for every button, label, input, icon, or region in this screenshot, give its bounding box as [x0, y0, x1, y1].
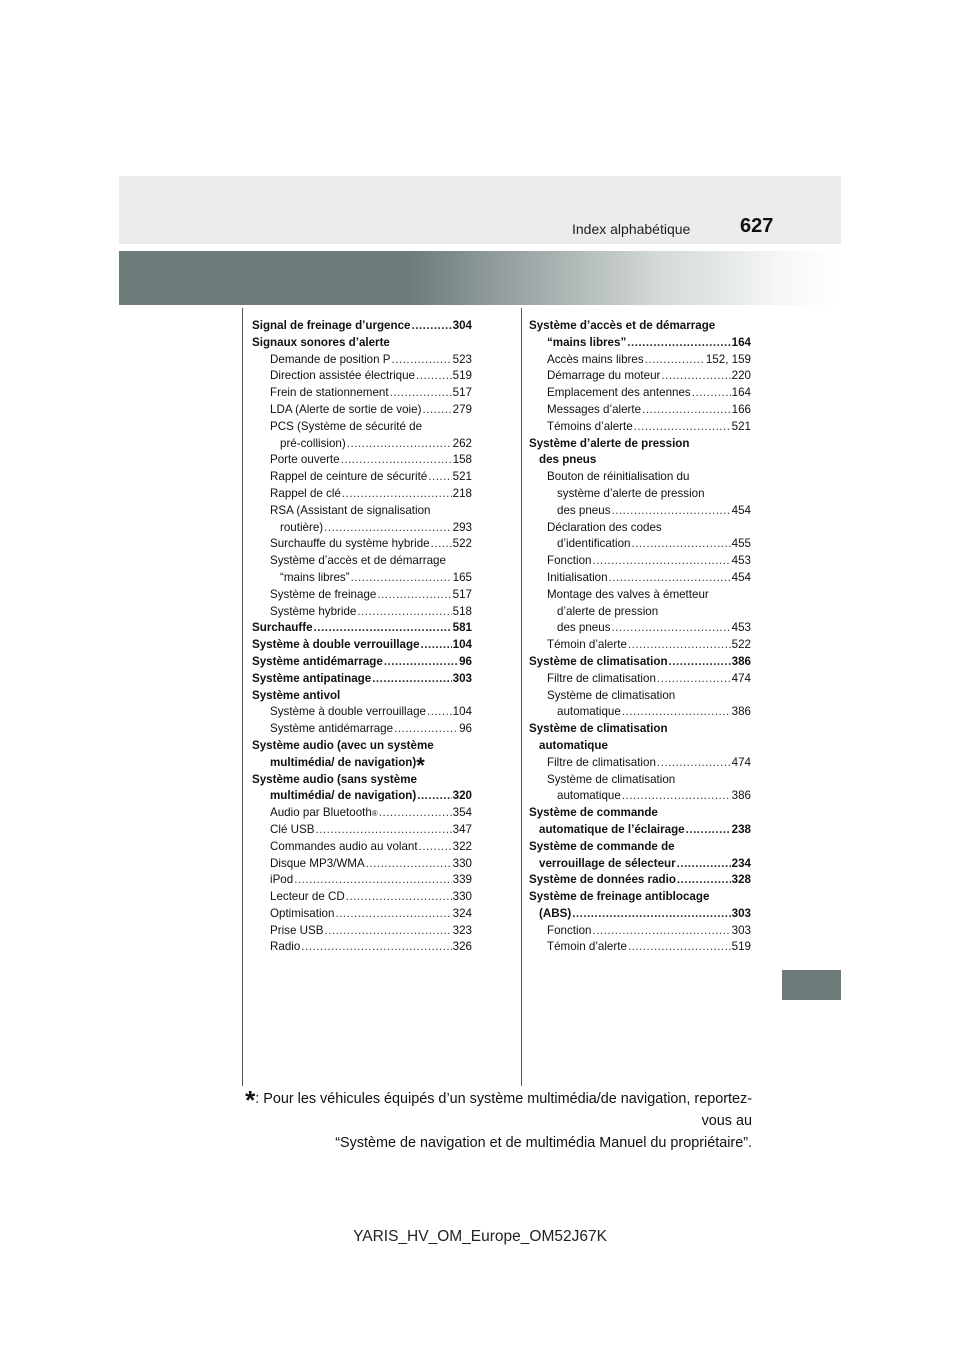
index-entry [252, 402, 472, 419]
dot-leader [428, 469, 451, 486]
index-column-right [529, 318, 751, 956]
index-entry-text: Système antivol [252, 688, 341, 702]
index-entry-text: d’alerte de pression [557, 604, 659, 618]
footnote-marker: * [245, 1085, 256, 1115]
column-divider-left [242, 308, 243, 1086]
index-entry-text: Accès mains libres [547, 352, 644, 366]
index-entry [252, 654, 472, 671]
index-entry [529, 402, 751, 419]
index-entry-page: 104 [452, 638, 472, 652]
dot-leader [324, 520, 451, 537]
index-entry-page: 386 [731, 654, 751, 668]
index-entry [252, 587, 472, 604]
dot-leader [612, 503, 731, 520]
index-entry-page: 521 [731, 419, 751, 433]
index-entry: Audio par Bluetooth ® ..... 354 [252, 805, 472, 822]
dot-leader [627, 335, 730, 352]
index-entry [252, 637, 472, 654]
index-entry [529, 889, 751, 906]
index-entry [529, 419, 751, 436]
page-number: 627 [740, 215, 774, 237]
index-entry-text: Signaux sonores d’alerte [252, 335, 390, 349]
index-entry [252, 352, 472, 369]
index-entry-text: Démarrage du moteur [547, 369, 661, 383]
index-entry [529, 352, 751, 369]
dot-leader [314, 620, 452, 637]
index-entry [252, 385, 472, 402]
dot-leader [592, 923, 730, 940]
dot-leader [379, 805, 452, 822]
index-entry-text: Direction assistée électrique [270, 369, 415, 383]
index-entry [252, 553, 472, 570]
dot-leader [609, 570, 731, 587]
index-entry [529, 452, 751, 469]
index-entry-text: Déclaration des codes [547, 520, 662, 534]
index-entry [529, 788, 751, 805]
index-entry [529, 469, 751, 486]
index-entry-text: Système de données radio [529, 873, 676, 887]
index-entry-text: Témoin d’alerte [547, 638, 627, 652]
index-entry [252, 939, 472, 956]
index-entry [252, 906, 472, 923]
index-entry-text: Montage des valves à émetteur [547, 587, 709, 601]
index-entry-text: Rappel de ceinture de sécurité [270, 470, 428, 484]
index-entry [529, 772, 751, 789]
index-entry-page: 521 [452, 470, 472, 484]
index-entry-page: 330 [452, 856, 472, 870]
index-entry [529, 587, 751, 604]
dot-leader [612, 620, 731, 637]
index-entry-text: Emplacement des antennes [547, 386, 691, 400]
dot-leader [657, 671, 731, 688]
index-entry [529, 856, 751, 873]
index-entry [529, 688, 751, 705]
index-entry [252, 520, 472, 537]
document-code: YARIS_HV_OM_Europe_OM52J67K [353, 1228, 607, 1245]
index-entry-page: 164 [731, 335, 751, 349]
index-entry-page: 522 [452, 537, 472, 551]
index-entry [252, 335, 472, 352]
index-entry-text: multimédia/ de navigation) [270, 755, 417, 769]
index-entry-page: 164 [731, 386, 751, 400]
index-entry [252, 536, 472, 553]
index-entry-text: Système à double verrouillage [270, 705, 426, 719]
index-entry-page: 474 [731, 755, 751, 769]
index-entry-page: 453 [731, 554, 751, 568]
index-entry-text: Fonction [547, 554, 592, 568]
dot-leader [412, 318, 452, 335]
dot-leader [692, 385, 731, 402]
index-entry-page: 152, 159 [705, 352, 751, 366]
dot-leader [417, 788, 451, 805]
dot-leader [419, 839, 452, 856]
index-entry-page: 324 [452, 906, 472, 920]
index-entry [529, 939, 751, 956]
index-entry [529, 385, 751, 402]
index-entry [252, 469, 472, 486]
dot-leader [324, 923, 451, 940]
dot-leader [315, 822, 451, 839]
index-entry-text: Clé USB [270, 822, 315, 836]
index-entry-page: 581 [452, 621, 472, 635]
index-entry-page: 304 [452, 319, 472, 332]
index-entry [252, 368, 472, 385]
dot-leader [669, 654, 731, 671]
index-entry-text: système d’alerte de pression [557, 486, 705, 500]
index-entry [252, 318, 472, 335]
dot-leader [686, 822, 731, 839]
dot-leader [634, 419, 731, 436]
index-entry-text: des pneus [539, 453, 597, 467]
index-entry [252, 856, 472, 873]
index-entry [529, 805, 751, 822]
index-entry-page: 453 [731, 621, 751, 635]
index-entry-text: verrouillage de sélecteur [539, 856, 676, 870]
index-entry-page: 158 [452, 453, 472, 467]
index-entry-page: 347 [452, 822, 472, 836]
index-entry-text: pré-collision) [280, 436, 346, 450]
index-entry [529, 486, 751, 503]
index-entry-page: 166 [731, 402, 751, 416]
index-entry [252, 772, 472, 789]
index-entry [252, 738, 472, 755]
footnote [228, 1083, 752, 1154]
index-entry [252, 671, 472, 688]
dot-leader [377, 587, 451, 604]
index-entry [252, 486, 472, 503]
dot-leader [622, 704, 731, 721]
index-entry [529, 822, 751, 839]
index-entry-text: Rappel de clé [270, 486, 341, 500]
index-entry-page: 522 [731, 638, 751, 652]
index-entry [529, 318, 751, 335]
index-entry-text: multimédia/ de navigation) [270, 789, 417, 803]
dot-leader [628, 939, 731, 956]
dot-leader [301, 939, 451, 956]
index-entry [529, 654, 751, 671]
chapter-tab [782, 970, 841, 1000]
index-entry-text: Filtre de climatisation [547, 671, 656, 685]
index-entry-text: automatique [557, 705, 621, 719]
index-entry-text: Système d’accès et de démarrage [270, 554, 446, 568]
index-entry [252, 419, 472, 436]
index-entry [252, 721, 472, 738]
index-entry-text: routière) [280, 520, 324, 534]
dot-leader [422, 402, 451, 419]
index-entry-text: Messages d’alerte [547, 402, 642, 416]
index-entry-page: 339 [452, 873, 472, 887]
index-entry-page: 326 [452, 940, 472, 954]
index-entry [252, 503, 472, 520]
index-entry [529, 604, 751, 621]
index-entry-page: 323 [452, 923, 472, 937]
index-entry-text: Système antidémarrage [270, 722, 394, 736]
index-entry [529, 704, 751, 721]
index-entry-text: iPod [270, 873, 294, 887]
index-column-left [252, 318, 472, 956]
index-entry [529, 637, 751, 654]
index-entry-text: Surchauffe du système hybride [270, 537, 430, 551]
index-entry-page: 523 [452, 352, 472, 366]
index-entry-text: Système de commande de [529, 839, 675, 853]
index-entry [252, 788, 472, 805]
index-entry [252, 704, 472, 721]
index-entry-text: Système de climatisation [547, 688, 676, 702]
column-divider-middle [521, 308, 522, 1086]
index-entry-text: Système à double verrouillage [252, 638, 420, 652]
index-entry-page: 234 [731, 856, 751, 870]
index-entry [529, 335, 751, 352]
dot-leader [341, 452, 452, 469]
index-entry-page: 218 [452, 486, 472, 500]
index-entry-text: Frein de stationnement [270, 386, 389, 400]
index-entry [529, 755, 751, 772]
index-entry-text: Commandes audio au volant [270, 839, 418, 853]
index-entry [529, 906, 751, 923]
index-entry-text: des pneus [557, 621, 611, 635]
dot-leader [642, 402, 731, 419]
index-entry-page: 303 [731, 923, 751, 937]
dot-leader [384, 654, 458, 671]
dot-leader [572, 906, 730, 923]
index-entry-text: LDA (Alerte de sortie de voie) [270, 402, 422, 416]
dot-leader [357, 604, 451, 621]
index-entry-page: 354 [452, 806, 472, 820]
index-entry-page: 320 [452, 789, 472, 803]
index-entry-page: 279 [452, 402, 472, 416]
index-entry-page: 518 [452, 604, 472, 618]
dot-leader [351, 570, 452, 587]
index-entry-text: Système d’accès et de démarrage [529, 319, 716, 332]
index-entry-text: des pneus [557, 503, 611, 517]
index-entry [252, 570, 472, 587]
index-entry-text: Système audio (sans système [252, 772, 417, 786]
index-entry-page: 454 [731, 570, 751, 584]
index-entry-text: “mains libres” [547, 335, 627, 349]
index-entry-page: 303 [731, 906, 751, 920]
index-entry-text: “mains libres” [280, 570, 350, 584]
index-entry [252, 872, 472, 889]
section-title: Index alphabétique [572, 221, 691, 237]
footnote-line-2: “Système de navigation et de multimédia Manuel du propriétaire”. [335, 1135, 752, 1151]
index-entry-page: 519 [731, 940, 751, 954]
index-entry-page: 96 [459, 654, 472, 668]
index-entry-text: Système de freinage [270, 587, 377, 601]
index-entry-text: Système de climatisation [529, 722, 668, 736]
footnote-line-1: *: Pour les véhicules équipés d’un système multimédia/de navigation, reportez-vous au [245, 1085, 752, 1129]
index-entry [529, 436, 751, 453]
dot-leader [346, 889, 452, 906]
index-entry-text: Signal de freinage d’urgence [252, 319, 411, 332]
index-entry-page: 517 [452, 587, 472, 601]
index-entry-text: Initialisation [547, 570, 608, 584]
index-entry [252, 923, 472, 940]
index-entry-page: 519 [452, 369, 472, 383]
dot-leader [392, 352, 452, 369]
index-entry-text: Système audio (avec un système [252, 738, 434, 752]
index-entry-text: Témoin d’alerte [547, 940, 627, 954]
dot-leader [622, 788, 731, 805]
dot-leader [335, 906, 451, 923]
index-entry [529, 620, 751, 637]
index-entry-page: 262 [452, 436, 472, 450]
index-entry-page: 330 [452, 890, 472, 904]
header-bar [119, 176, 841, 244]
dot-leader [677, 856, 731, 873]
index-entry [252, 889, 472, 906]
index-entry-text: RSA (Assistant de signalisation [270, 503, 431, 517]
index-entry [252, 604, 472, 621]
index-entry-text: automatique de l’éclairage [539, 822, 685, 836]
index-entry-page: 293 [452, 520, 472, 534]
index-entry-page: 165 [452, 570, 472, 584]
index-entry-page: 104 [452, 705, 472, 719]
index-entry [252, 436, 472, 453]
dot-leader [431, 536, 452, 553]
index-entry-page: 455 [731, 537, 751, 551]
index-entry-text: (ABS) [539, 906, 572, 920]
index-entry-text: automatique [539, 738, 608, 752]
index-entry-page: 386 [731, 789, 751, 803]
index-entry-text: Lecteur de CD [270, 890, 345, 904]
dot-leader [645, 352, 705, 369]
index-entry-page: 328 [731, 873, 751, 887]
index-entry [529, 368, 751, 385]
index-entry-page: 322 [452, 839, 472, 853]
dot-leader [628, 637, 731, 654]
index-entry [529, 872, 751, 889]
index-entry-text: Système hybride [270, 604, 357, 618]
index-entry-page: 517 [452, 386, 472, 400]
index-entry-page: 454 [731, 503, 751, 517]
index-entry [529, 520, 751, 537]
dot-leader [677, 872, 731, 889]
dot-leader [342, 486, 452, 503]
index-entry [529, 503, 751, 520]
index-entry-page: 96 [459, 722, 472, 736]
index-entry [252, 688, 472, 705]
index-entry-page: 386 [731, 705, 751, 719]
index-entry [252, 839, 472, 856]
index-entry [529, 671, 751, 688]
index-entry-text: Audio par Bluetooth [270, 806, 372, 820]
index-entry [529, 721, 751, 738]
index-entry-text: automatique [557, 789, 621, 803]
dot-leader [294, 872, 451, 889]
dot-leader [631, 536, 730, 553]
dot-leader [390, 385, 452, 402]
index-entry-text: PCS (Système de sécurité de [270, 419, 423, 433]
index-entry [529, 570, 751, 587]
dot-leader [372, 671, 451, 688]
index-entry-text: Prise USB [270, 923, 324, 937]
dot-leader [427, 704, 452, 721]
dot-leader [366, 856, 452, 873]
index-entry-text: Filtre de climatisation [547, 755, 656, 769]
index-entry-text: Système d’alerte de pression [529, 436, 690, 450]
index-entry: multimédia/ de navigation) * [270, 752, 425, 778]
dot-leader [421, 637, 452, 654]
index-entry [529, 839, 751, 856]
index-entry [252, 620, 472, 637]
index-entry [529, 553, 751, 570]
index-entry-page: 220 [731, 369, 751, 383]
index-entry-text: Demande de position P [270, 352, 391, 366]
index-entry-text: Système de commande [529, 806, 658, 820]
index-entry-text: Système antipatinage [252, 671, 372, 685]
index-entry-text: Radio [270, 940, 301, 954]
index-entry-text: Porte ouverte [270, 453, 340, 467]
index-entry-text: Optimisation [270, 906, 335, 920]
dot-leader [347, 436, 452, 453]
index-entry-text: Système de climatisation [529, 654, 668, 668]
dot-leader [394, 721, 458, 738]
index-entry-text: Témoins d’alerte [547, 419, 633, 433]
dot-leader [592, 553, 730, 570]
index-entry-page: 303 [452, 671, 472, 685]
index-entry-text: Bouton de réinitialisation du [547, 470, 690, 484]
dot-leader [661, 368, 730, 385]
index-entry-text: d’identification [557, 537, 631, 551]
index-entry-page: 238 [731, 822, 751, 836]
index-entry [529, 536, 751, 553]
header-gradient-band [119, 251, 841, 305]
index-entry-text: Système de freinage antiblocage [529, 890, 710, 904]
dot-leader [657, 755, 731, 772]
index-entry-text: Système antidémarrage [252, 654, 383, 668]
dot-leader [416, 368, 452, 385]
index-entry-text: Disque MP3/WMA [270, 856, 365, 870]
index-entry-text: Surchauffe [252, 621, 313, 635]
index-entry [252, 822, 472, 839]
index-entry-text: Fonction [547, 923, 592, 937]
index-entry [529, 923, 751, 940]
index-entry-text: Système de climatisation [547, 772, 676, 786]
index-entry-page: 474 [731, 671, 751, 685]
index-entry [529, 738, 751, 755]
index-entry [252, 452, 472, 469]
